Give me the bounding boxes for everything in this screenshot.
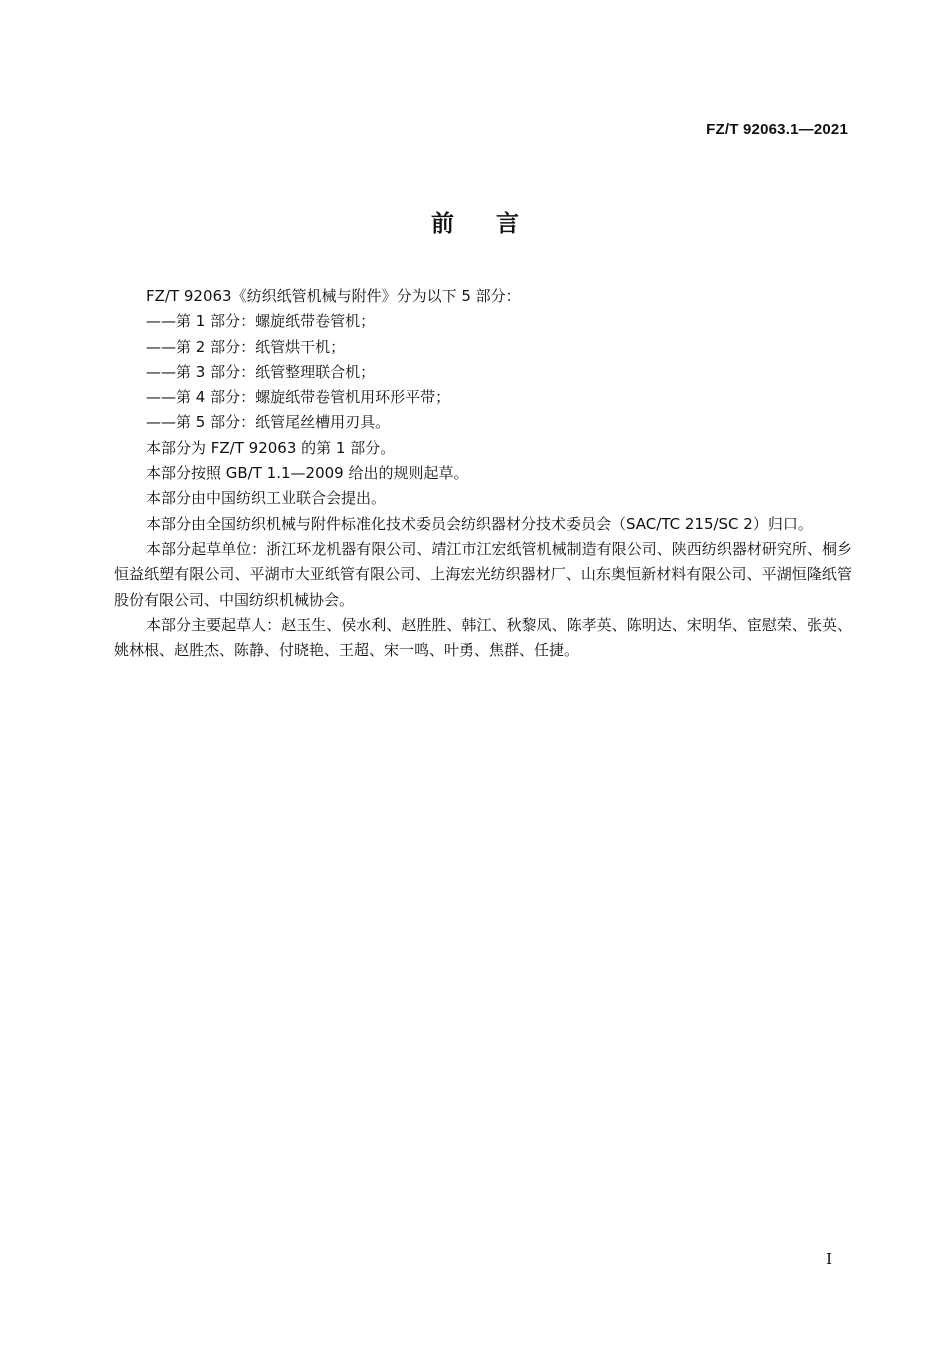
list-item: ——第 1 部分：螺旋纸带卷管机； [146,312,376,331]
list-item: ——第 3 部分：纸管整理联合机； [146,362,376,381]
list-intro: FZ/T 92063《纺织纸管机械与附件》分为以下 5 部分： [146,287,521,305]
paragraph: 本部分主要起草人：赵玉生、侯水利、赵胜胜、韩江、秋黎凤、陈孝英、陈明达、宋明华、宦慰荣、张英、姚林根、赵胜杰、陈静、付晓艳、王超、宋一鸣、叶勇、焦群、任捷。 [114,615,852,660]
page-title: 前言 [431,211,561,237]
document-body [114,284,852,663]
list-item: ——第 2 部分：纸管烘干机； [146,337,346,356]
paragraph: 本部分起草单位：浙江环龙机器有限公司、靖江市江宏纸管机械制造有限公司、陕西纺织器材研究所、桐乡恒益纸塑有限公司、平湖市大亚纸管有限公司、上海宏光纺织器材厂、山东奥恒新材料有限公司、平湖恒隆纸管股份有限公司、中国纺织机械协会。 [114,539,852,609]
page-number: I [826,1250,832,1268]
document-code: FZ/T 92063.1—2021 [706,121,848,138]
statement: 本部分由中国纺织工业联合会提出。 [146,489,387,508]
list-item: ——第 4 部分：螺旋纸带卷管机用环形平带； [146,388,451,407]
statement: 本部分为 FZ/T 92063 的第 1 部分。 [146,438,396,457]
statement: 本部分按照 GB/T 1.1—2009 给出的规则起草。 [146,464,469,483]
list-item: ——第 5 部分：纸管尾丝槽用刃具。 [146,413,391,432]
paragraph: 本部分由全国纺织机械与附件标准化技术委员会纺织器材分技术委员会（SAC/TC 215/SC 2）归口。 [146,514,813,533]
